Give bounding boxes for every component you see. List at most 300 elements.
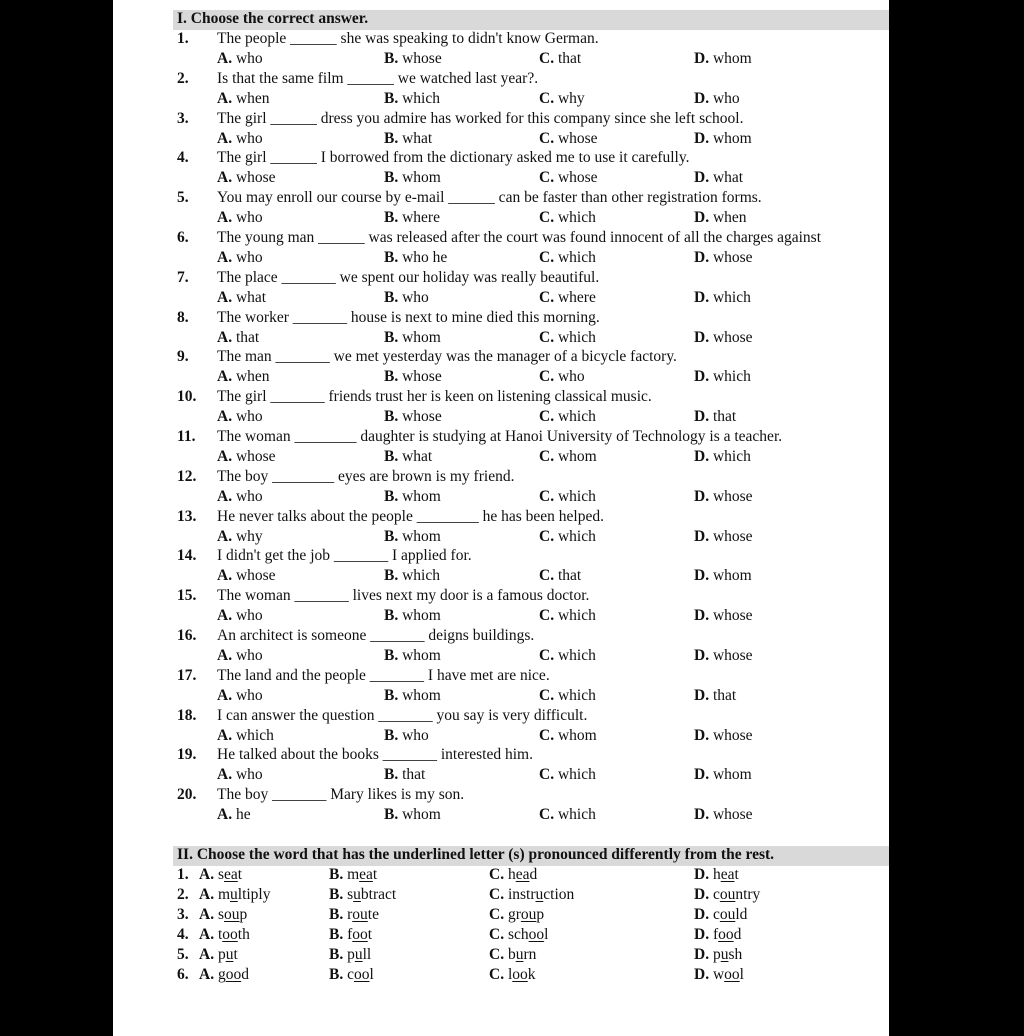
option-text: whose (712, 806, 753, 824)
option-b[interactable]: B. whose (384, 368, 442, 386)
option-a[interactable]: A. when (217, 89, 270, 107)
option-d[interactable]: D. whom (694, 50, 752, 67)
option-text: whose (712, 607, 753, 625)
option-text: whose (712, 647, 753, 664)
option-text: who (235, 129, 263, 147)
option-text: which (557, 806, 596, 824)
option-text: whose (712, 726, 753, 744)
question-number: 7. (177, 268, 189, 286)
option-b[interactable]: B. whom (384, 328, 441, 346)
option-c[interactable]: C. which (539, 487, 596, 505)
word-prefix: r (347, 905, 353, 923)
word-prefix: c (712, 905, 720, 923)
underlined-letters: ea (224, 866, 238, 883)
question-item (177, 69, 890, 109)
option-c[interactable]: C. which (539, 209, 596, 227)
option-text: whom (402, 169, 441, 187)
option-text: whom (402, 806, 441, 824)
option-b[interactable]: B. what (384, 129, 433, 147)
question-number: 3. (177, 109, 189, 127)
option-a[interactable]: A. good (199, 965, 249, 983)
underlined-letters: oo (528, 925, 545, 943)
word-suffix: ll (362, 945, 372, 963)
option-b[interactable]: B. meat (329, 866, 378, 883)
question-number: 11. (177, 428, 196, 445)
option-b[interactable]: B. who (384, 288, 429, 306)
option-text: whom (712, 50, 752, 67)
word-prefix: c (712, 885, 720, 903)
underlined-letters: ou (520, 905, 537, 923)
option-text: who he (402, 249, 448, 266)
option-text: why (235, 527, 263, 545)
option-text: that (402, 766, 426, 784)
option-b[interactable]: B. what (384, 448, 433, 465)
option-text: whose (235, 169, 276, 187)
word-suffix: rn (523, 945, 537, 963)
option-text: who (402, 726, 429, 744)
word-prefix: h (712, 866, 721, 883)
question-number: 14. (177, 547, 197, 565)
question-item (177, 745, 890, 785)
option-d[interactable]: D. whose (694, 607, 753, 625)
word-suffix: sh (728, 945, 743, 963)
option-c[interactable]: C. which (539, 766, 596, 784)
option-text: whom (712, 129, 752, 147)
question-item (177, 666, 890, 706)
option-text: whose (712, 527, 753, 545)
word-suffix: p (536, 905, 545, 923)
underlined-letters: oo (222, 925, 238, 943)
option-d[interactable]: D. wool (694, 965, 744, 983)
option-b[interactable]: B. which (384, 567, 440, 585)
word-prefix: w (712, 965, 725, 983)
question-item (177, 109, 890, 149)
question-item (177, 308, 890, 348)
option-d[interactable]: D. whom (694, 567, 752, 585)
question-number: 1. (177, 30, 189, 47)
option-c[interactable]: C. whose (539, 169, 598, 187)
row-number: 4. (177, 925, 189, 943)
option-c[interactable]: C. which (539, 328, 596, 346)
option-text: which (557, 249, 596, 266)
pronunciation-row (177, 925, 890, 945)
word-prefix: h (507, 866, 516, 883)
word-suffix: k (527, 965, 536, 983)
option-text: which (557, 328, 596, 346)
word-prefix: s (217, 905, 224, 923)
option-a[interactable]: A. who (217, 50, 263, 67)
option-d[interactable]: D. whose (694, 647, 753, 664)
question-stem: The boy ________ eyes are brown is my friend. (217, 467, 515, 485)
option-d[interactable]: D. whom (694, 766, 752, 784)
word-prefix: m (217, 885, 231, 903)
word-prefix: sch (507, 925, 529, 943)
underlined-letters: u (230, 885, 238, 903)
question-number: 20. (177, 786, 197, 804)
option-text: whose (557, 129, 598, 147)
option-text: whom (712, 567, 752, 585)
option-text: whom (402, 607, 441, 625)
option-a[interactable]: A. whose (217, 448, 276, 465)
pronunciation-row (177, 885, 890, 905)
option-c[interactable]: C. look (489, 965, 536, 983)
question-stem: I didn't get the job _______ I applied for. (217, 547, 472, 565)
option-text: that (712, 686, 737, 704)
option-c[interactable]: C. where (539, 288, 596, 306)
question-stem: The worker _______ house is next to mine died this morning. (217, 308, 600, 326)
word-suffix: ction (543, 885, 575, 903)
underlined-letters: oo (718, 925, 734, 943)
question-stem: The girl ______ I borrowed from the dictionary asked me to use it carefully. (217, 149, 690, 167)
option-text: when (235, 89, 270, 107)
option-a[interactable]: A. why (217, 527, 263, 545)
option-text: whom (402, 686, 441, 704)
option-c[interactable]: C. which (539, 607, 596, 625)
option-d[interactable]: D. whose (694, 328, 753, 346)
word-prefix: gr (507, 905, 521, 923)
option-b[interactable]: B. where (384, 209, 440, 227)
option-b[interactable]: B. who (384, 726, 429, 744)
option-b[interactable]: B. whom (384, 487, 441, 505)
question-item (177, 507, 890, 547)
option-text: which (712, 288, 751, 306)
option-text: which (557, 527, 596, 545)
option-a[interactable]: A. when (217, 368, 270, 386)
option-d[interactable]: D. which (694, 288, 751, 306)
underlined-letters: u (225, 945, 234, 963)
option-text: which (402, 567, 440, 585)
word-prefix: f (347, 925, 353, 943)
option-text: whose (712, 249, 753, 266)
word-prefix: p (712, 945, 721, 963)
option-a[interactable]: A. which (217, 726, 274, 744)
option-text: what (402, 129, 433, 147)
question-stem: The boy _______ Mary likes is my son. (217, 786, 465, 804)
word-suffix: l (739, 965, 744, 983)
option-text: he (235, 806, 251, 824)
question-stem: An architect is someone _______ deigns buildings. (217, 627, 535, 644)
option-d[interactable]: D. whom (694, 129, 752, 147)
question-number: 9. (177, 348, 189, 366)
option-d[interactable]: D. when (694, 209, 747, 227)
pronunciation-row (177, 865, 890, 885)
option-text: which (712, 368, 751, 386)
option-c[interactable]: C. whom (539, 726, 597, 744)
option-a[interactable]: A. tooth (199, 925, 250, 943)
option-a[interactable]: A. who (217, 129, 263, 147)
option-text: which (712, 448, 751, 465)
option-text: which (557, 408, 596, 426)
option-a[interactable]: A. who (217, 607, 263, 625)
option-a[interactable]: A. that (217, 328, 260, 346)
question-item (177, 546, 890, 586)
option-c[interactable]: C. which (539, 527, 596, 545)
option-text: which (557, 647, 596, 664)
option-d[interactable]: D. whose (694, 806, 753, 824)
option-c[interactable]: C. group (489, 905, 545, 923)
option-text: when (712, 209, 747, 227)
option-text: which (557, 766, 596, 784)
option-d[interactable]: D. heat (694, 866, 739, 883)
option-b[interactable]: B. cool (329, 965, 374, 983)
option-a[interactable]: A. who (217, 686, 263, 704)
option-text: who (402, 288, 429, 306)
option-text: what (712, 169, 744, 187)
question-stem: Is that the same film ______ we watched last year?. (217, 69, 539, 87)
option-a[interactable]: A. he (217, 806, 251, 824)
question-number: 10. (177, 388, 197, 406)
option-text: whose (235, 448, 276, 465)
option-c[interactable]: C. which (539, 408, 596, 426)
option-text: whom (402, 487, 441, 505)
option-d[interactable]: D. push (694, 945, 743, 963)
option-b[interactable]: B. whom (384, 806, 441, 824)
word-suffix: d (733, 925, 742, 943)
part1-title: I. Choose the correct answer. (177, 10, 369, 27)
word-suffix: ntry (735, 885, 761, 903)
option-a[interactable]: A. put (199, 945, 238, 963)
option-text: where (402, 209, 440, 227)
option-a[interactable]: A. soup (199, 905, 248, 923)
word-prefix: p (217, 945, 226, 963)
underlined-letters: ou (719, 885, 736, 903)
option-b[interactable]: B. route (329, 905, 379, 923)
word-prefix: p (347, 945, 355, 963)
option-c[interactable]: C. that (539, 567, 582, 585)
question-item (177, 467, 890, 507)
option-a[interactable]: A. who (217, 209, 263, 227)
underlined-letters: u (353, 885, 361, 903)
option-b[interactable]: B. whom (384, 647, 441, 664)
underlined-letters: oo (512, 965, 528, 983)
word-prefix: instr (507, 885, 536, 903)
option-c[interactable]: C. burn (489, 945, 537, 963)
option-d[interactable]: D. which (694, 448, 751, 465)
option-b[interactable]: B. whom (384, 607, 441, 625)
question-item (177, 427, 890, 467)
option-text: who (557, 368, 585, 386)
option-b[interactable]: B. subtract (329, 885, 397, 903)
option-a[interactable]: A. who (217, 408, 263, 426)
question-stem: The man _______ we met yesterday was the manager of a bicycle factory. (217, 348, 677, 366)
option-a[interactable]: A. what (217, 288, 267, 306)
question-stem: The woman ________ daughter is studying at Hanoi University of Technology is a teacher. (217, 428, 783, 445)
option-b[interactable]: B. whose (384, 50, 442, 67)
question-stem: He talked about the books _______ interested him. (217, 746, 533, 764)
option-text: whose (712, 328, 753, 346)
option-text: that (712, 408, 737, 426)
option-text: which (557, 487, 596, 505)
option-d[interactable]: D. that (694, 408, 737, 426)
option-c[interactable]: C. which (539, 806, 596, 824)
option-d[interactable]: D. which (694, 368, 751, 386)
option-d[interactable]: D. country (694, 885, 761, 903)
word-suffix: ld (735, 905, 748, 923)
question-number: 6. (177, 229, 189, 246)
option-b[interactable]: B. that (384, 766, 426, 784)
underlined-letters: oo (724, 965, 740, 983)
option-a[interactable]: A. who (217, 487, 263, 505)
option-b[interactable]: B. whom (384, 527, 441, 545)
question-item (177, 188, 890, 228)
underlined-letters: ou (352, 905, 368, 923)
option-text: what (402, 448, 433, 465)
option-text: who (235, 249, 263, 266)
word-suffix: ltiply (237, 885, 271, 903)
option-text: who (235, 607, 263, 625)
option-text: where (557, 288, 596, 306)
option-text: who (235, 766, 263, 784)
question-item (177, 626, 890, 666)
word-suffix: l (369, 965, 374, 983)
option-text: whose (402, 50, 442, 67)
question-number: 16. (177, 627, 197, 644)
option-c[interactable]: C. which (539, 686, 596, 704)
question-number: 8. (177, 308, 189, 326)
word-prefix: c (347, 965, 354, 983)
option-d[interactable]: D. whose (694, 726, 753, 744)
option-text: whom (402, 328, 441, 346)
option-text: who (235, 50, 263, 67)
word-suffix: d (529, 866, 538, 883)
question-stem: The girl ______ dress you admire has worked for this company since she left school. (217, 109, 744, 127)
option-d[interactable]: D. could (694, 905, 748, 923)
option-b[interactable]: B. pull (329, 945, 372, 963)
option-b[interactable]: B. which (384, 89, 440, 107)
underlined-letters: ou (719, 905, 736, 923)
option-b[interactable]: B. whom (384, 686, 441, 704)
question-number: 18. (177, 706, 197, 724)
row-number: 2. (177, 885, 189, 903)
option-text: who (712, 89, 740, 107)
option-d[interactable]: D. whose (694, 527, 753, 545)
option-c[interactable]: C. that (539, 50, 582, 67)
option-text: whose (402, 368, 442, 386)
question-item (177, 586, 890, 626)
underlined-letters: ea (720, 866, 735, 883)
option-text: whom (712, 766, 752, 784)
underlined-letters: u (535, 885, 544, 903)
option-text: whom (402, 647, 441, 664)
option-a[interactable]: A. seat (199, 866, 243, 883)
underlined-letters: u (354, 945, 363, 963)
word-suffix: l (544, 925, 549, 943)
option-text: which (557, 607, 596, 625)
option-d[interactable]: D. food (694, 925, 742, 943)
word-suffix: th (237, 925, 250, 943)
question-stem: The people ______ she was speaking to didn't know German. (217, 30, 599, 47)
option-text: that (235, 328, 260, 346)
option-c[interactable]: C. which (539, 249, 596, 266)
option-text: whom (402, 527, 441, 545)
option-c[interactable]: C. which (539, 647, 596, 664)
option-b[interactable]: B. whose (384, 408, 442, 426)
word-suffix: p (239, 905, 248, 923)
row-number: 1. (177, 866, 189, 883)
option-a[interactable]: A. who (217, 647, 263, 664)
option-c[interactable]: C. who (539, 368, 585, 386)
question-number: 12. (177, 467, 197, 485)
option-a[interactable]: A. multiply (199, 885, 271, 903)
question-item (177, 387, 890, 427)
question-number: 17. (177, 666, 197, 684)
option-d[interactable]: D. who (694, 89, 740, 107)
word-suffix: t (237, 866, 243, 883)
question-item (177, 148, 890, 188)
option-b[interactable]: B. foot (329, 925, 373, 943)
option-d[interactable]: D. whose (694, 249, 753, 266)
question-item (177, 347, 890, 387)
underlined-letters: oo (352, 925, 368, 943)
word-prefix: s (347, 885, 354, 903)
question-item (177, 29, 890, 69)
question-item (177, 785, 890, 825)
option-d[interactable]: D. that (694, 686, 737, 704)
option-text: whose (557, 169, 598, 187)
option-text: who (235, 487, 263, 505)
option-a[interactable]: A. who (217, 766, 263, 784)
option-c[interactable]: C. school (489, 925, 549, 943)
option-c[interactable]: C. instruction (489, 885, 575, 903)
row-number: 6. (177, 965, 189, 983)
worksheet-page (113, 0, 889, 1036)
word-prefix: s (217, 866, 224, 883)
option-a[interactable]: A. whose (217, 567, 276, 585)
option-text: whose (712, 487, 753, 505)
option-text: whom (557, 448, 597, 465)
question-stem: The young man ______ was released after the court was found innocent of all the charges against (217, 229, 822, 246)
option-d[interactable]: D. whose (694, 487, 753, 505)
word-prefix: f (712, 925, 719, 943)
row-number: 5. (177, 945, 189, 963)
pronunciation-row (177, 965, 890, 985)
part2-title: II. Choose the word that has the underlined letter (s) pronounced differently from the rest. (177, 846, 775, 863)
option-c[interactable]: C. whom (539, 448, 597, 465)
option-text: whose (235, 567, 276, 585)
question-item (177, 706, 890, 746)
underlined-letters: u (515, 945, 524, 963)
question-item (177, 228, 890, 268)
option-d[interactable]: D. what (694, 169, 744, 187)
question-number: 19. (177, 746, 197, 764)
option-text: which (557, 209, 596, 227)
question-stem: He never talks about the people ________ he has been helped. (217, 507, 604, 525)
option-c[interactable]: C. head (489, 866, 538, 883)
row-number: 3. (177, 905, 189, 923)
word-suffix: t (367, 925, 373, 943)
option-b[interactable]: B. who he (384, 249, 448, 266)
underlined-letters: ou (224, 905, 240, 923)
question-number: 4. (177, 149, 189, 167)
option-text: which (235, 726, 274, 744)
option-c[interactable]: C. why (539, 89, 585, 107)
option-a[interactable]: A. who (217, 249, 263, 266)
option-a[interactable]: A. whose (217, 169, 276, 187)
question-stem: You may enroll our course by e-mail ______ can be faster than other registration forms. (217, 189, 762, 207)
option-text: why (557, 89, 585, 107)
word-suffix: d (241, 965, 249, 983)
question-stem: The land and the people _______ I have met are nice. (217, 666, 550, 684)
question-item (177, 268, 890, 308)
question-number: 13. (177, 507, 197, 525)
underlined-letters: ea (359, 866, 373, 883)
word-prefix: b (507, 945, 516, 963)
option-c[interactable]: C. whose (539, 129, 598, 147)
option-b[interactable]: B. whom (384, 169, 441, 187)
underlined-letters: oo (353, 965, 370, 983)
word-prefix: g (217, 965, 226, 983)
pronunciation-row (177, 905, 890, 925)
